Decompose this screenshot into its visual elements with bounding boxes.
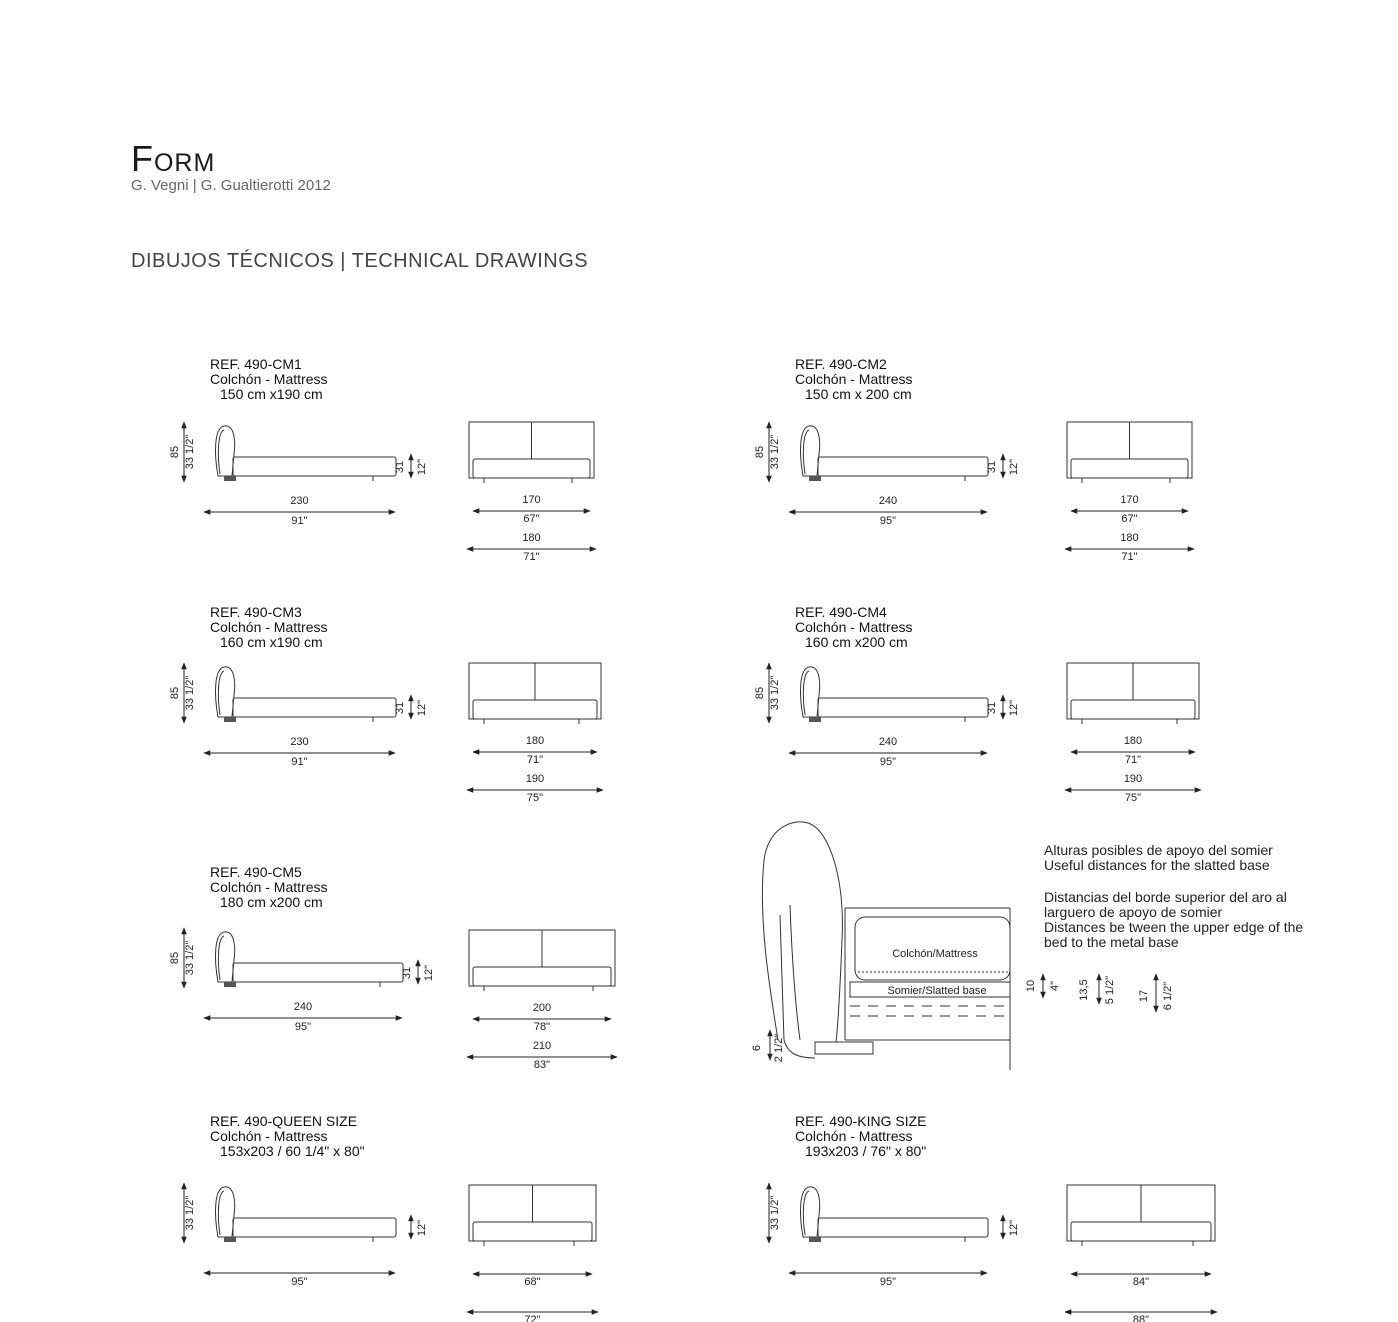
bed-base — [818, 698, 988, 717]
length-in-label: 95" — [879, 756, 897, 768]
detail-d1-in-label: 4" — [1049, 980, 1061, 992]
length-cm-label: 230 — [290, 736, 309, 748]
height-in-label: 33 1/2" — [769, 1195, 781, 1231]
ref-code: REF. 490-QUEEN SIZE — [210, 1113, 358, 1129]
bed-front-view — [469, 930, 615, 991]
base-in-label: 12" — [423, 964, 435, 982]
base-in-label: 12" — [416, 1219, 428, 1237]
ref-code: REF. 490-CM1 — [210, 356, 302, 372]
length-cm-label: 240 — [293, 1001, 313, 1013]
base-front — [1071, 459, 1188, 478]
base-front — [473, 967, 611, 986]
detail-leg-cm-label: 6 — [751, 1044, 763, 1052]
width2-cm-label: 210 — [532, 1040, 552, 1052]
note-en-line2: bed to the metal base — [1044, 934, 1179, 950]
width2-cm-label: 190 — [525, 773, 545, 785]
bed-foot — [809, 476, 821, 481]
bed-side-view — [216, 932, 403, 987]
height-in-label: 33 1/2" — [184, 675, 196, 711]
mattress-label: Colchón - Mattress — [795, 1128, 913, 1144]
width1-in-label: 68" — [524, 1276, 541, 1288]
width2-in-label: 83" — [533, 1059, 551, 1071]
mattress-label: Colchón - Mattress — [795, 371, 913, 387]
ref-code: REF. 490-CM3 — [210, 604, 302, 620]
height-cm-label: 85 — [169, 686, 181, 700]
detail-frame-inner — [790, 905, 800, 1040]
note-es-line2: larguero de apoyo de somier — [1044, 904, 1223, 920]
base-front — [473, 1222, 592, 1241]
bed-front-view — [1067, 1185, 1215, 1246]
width2-in-label: 71" — [1121, 551, 1138, 563]
mattress-label: Colchón - Mattress — [210, 619, 328, 635]
bed-front-view — [469, 663, 601, 724]
mattress-size: 160 cm x190 cm — [220, 634, 323, 650]
width1-cm-label: 200 — [532, 1002, 552, 1014]
width1-in-label: 67" — [1121, 513, 1138, 525]
mattress-size: 150 cm x 200 cm — [805, 386, 912, 402]
height-cm-label: 85 — [169, 445, 181, 459]
height-in-label: 33 1/2" — [184, 434, 196, 470]
designers-credit: G. Vegni | G. Gualtierotti 2012 — [131, 177, 331, 194]
bed-foot — [224, 717, 236, 722]
base-front — [1071, 700, 1195, 719]
base-in-label: 12" — [1008, 1219, 1020, 1237]
detail-d3-cm-label: 17 — [1138, 989, 1150, 1003]
length-cm-label: 240 — [878, 736, 898, 748]
bed-base — [818, 1218, 988, 1237]
headboard-stitch — [218, 1191, 224, 1235]
mattress-size: 153x203 / 60 1/4" x 80" — [220, 1143, 365, 1159]
height-in-label: 33 1/2" — [769, 675, 781, 711]
length-in-label: 95" — [879, 515, 897, 527]
width2-cm-label: 190 — [1123, 773, 1143, 785]
base-front — [473, 700, 597, 719]
width2-cm-label: 180 — [1120, 532, 1139, 544]
width2-in-label: 75" — [1124, 792, 1142, 804]
base-in-label: 12" — [1008, 458, 1020, 476]
bed-foot — [224, 476, 236, 481]
detail-d3-in-label: 6 1/2" — [1162, 981, 1174, 1011]
headboard-stitch — [218, 671, 224, 715]
bed-foot — [809, 1237, 821, 1242]
headboard-stitch — [218, 430, 224, 474]
base-in-label: 12" — [416, 458, 428, 476]
width2-in-label: 71" — [523, 551, 540, 563]
headboard-stitch — [218, 936, 224, 980]
width1-cm-label: 180 — [1123, 735, 1143, 747]
length-cm-label: 230 — [290, 495, 309, 507]
width1-cm-label: 170 — [1120, 494, 1139, 506]
width1-in-label: 84" — [1132, 1276, 1150, 1288]
mattress-size: 160 cm x200 cm — [805, 634, 908, 650]
base-cm-label: 31 — [394, 460, 406, 474]
detail-leg-in-label: 2 1/2" — [773, 1033, 785, 1063]
section-heading: DIBUJOS TÉCNICOS | TECHNICAL DRAWINGS — [131, 250, 589, 272]
length-in-label: 95" — [879, 1276, 897, 1288]
bed-base — [233, 698, 396, 717]
length-in-label: 91" — [291, 756, 308, 768]
height-cm-label: 85 — [754, 686, 766, 700]
length-in-label: 95" — [291, 1276, 308, 1288]
width1-in-label: 71" — [526, 754, 544, 766]
bed-front-view — [1067, 422, 1192, 483]
ref-code: REF. 490-CM5 — [210, 864, 302, 880]
base-cm-label: 31 — [986, 701, 998, 715]
detail-foot — [815, 1042, 873, 1054]
detail-section — [762, 822, 1010, 1070]
note-es-line1: Distancias del borde superior del aro al — [1044, 889, 1287, 905]
mattress-size: 193x203 / 76" x 80" — [805, 1143, 927, 1159]
detail-slatted-label: Somier/Slatted base — [887, 985, 987, 997]
detail-d2-in-label: 5 1/2" — [1104, 975, 1116, 1005]
mattress-label: Colchón - Mattress — [795, 619, 913, 635]
base-front — [473, 459, 590, 478]
width2-in-label: 88" — [1132, 1314, 1150, 1322]
width2-cm-label: 180 — [522, 532, 541, 544]
detail-d1-cm-label: 10 — [1025, 979, 1037, 993]
bed-front-view — [469, 422, 594, 483]
bed-base — [233, 1218, 396, 1237]
headboard-stitch — [803, 671, 809, 715]
detail-headboard — [762, 822, 842, 1042]
length-cm-label: 240 — [878, 495, 898, 507]
base-front — [1071, 1222, 1211, 1241]
height-in-label: 33 1/2" — [769, 434, 781, 470]
detail-d2-cm-label: 13,5 — [1078, 979, 1090, 1001]
bed-side-view — [216, 667, 396, 722]
bed-side-view — [216, 1187, 396, 1242]
base-cm-label: 31 — [394, 701, 406, 715]
base-cm-label: 31 — [986, 460, 998, 474]
ref-code: REF. 490-KING SIZE — [795, 1113, 927, 1129]
mattress-label: Colchón - Mattress — [210, 1128, 328, 1144]
height-cm-label: 85 — [169, 951, 181, 965]
detail-frame-back — [780, 915, 815, 1058]
base-in-label: 12" — [416, 699, 428, 717]
bed-side-view — [801, 667, 988, 722]
width1-cm-label: 180 — [525, 735, 545, 747]
bed-side-view — [216, 426, 396, 481]
product-title: Form — [131, 138, 216, 179]
bed-front-view — [1067, 663, 1199, 724]
width2-in-label: 75" — [526, 792, 544, 804]
note-en-line1: Distances be tween the upper edge of the — [1044, 919, 1304, 935]
length-in-label: 91" — [291, 515, 308, 527]
height-in-label: 33 1/2" — [184, 1195, 196, 1231]
mattress-size: 180 cm x200 cm — [220, 894, 323, 910]
base-cm-label: 31 — [401, 966, 413, 980]
bed-side-view — [801, 426, 988, 481]
note-en: Useful distances for the slatted base — [1044, 857, 1270, 873]
bed-foot — [224, 982, 236, 987]
headboard-stitch — [803, 1191, 809, 1235]
bed-base — [818, 457, 988, 476]
width1-in-label: 78" — [533, 1021, 551, 1033]
bed-base — [233, 963, 403, 982]
width1-in-label: 67" — [523, 513, 540, 525]
width1-cm-label: 170 — [522, 494, 541, 506]
note-es: Alturas posibles de apoyo del somier — [1044, 842, 1273, 858]
length-in-label: 95" — [294, 1021, 312, 1033]
headboard-stitch — [803, 430, 809, 474]
ref-code: REF. 490-CM4 — [795, 604, 887, 620]
bed-base — [233, 457, 396, 476]
detail-mattress-label: Colchón/Mattress — [892, 948, 978, 960]
bed-foot — [224, 1237, 236, 1242]
width2-in-label: 72" — [524, 1314, 541, 1322]
height-in-label: 33 1/2" — [184, 940, 196, 976]
mattress-label: Colchón - Mattress — [210, 879, 328, 895]
bed-side-view — [801, 1187, 988, 1242]
ref-code: REF. 490-CM2 — [795, 356, 887, 372]
height-cm-label: 85 — [754, 445, 766, 459]
mattress-label: Colchón - Mattress — [210, 371, 328, 387]
mattress-size: 150 cm x190 cm — [220, 386, 323, 402]
bed-front-view — [469, 1185, 596, 1246]
bed-foot — [809, 717, 821, 722]
width1-in-label: 71" — [1124, 754, 1142, 766]
base-in-label: 12" — [1008, 699, 1020, 717]
